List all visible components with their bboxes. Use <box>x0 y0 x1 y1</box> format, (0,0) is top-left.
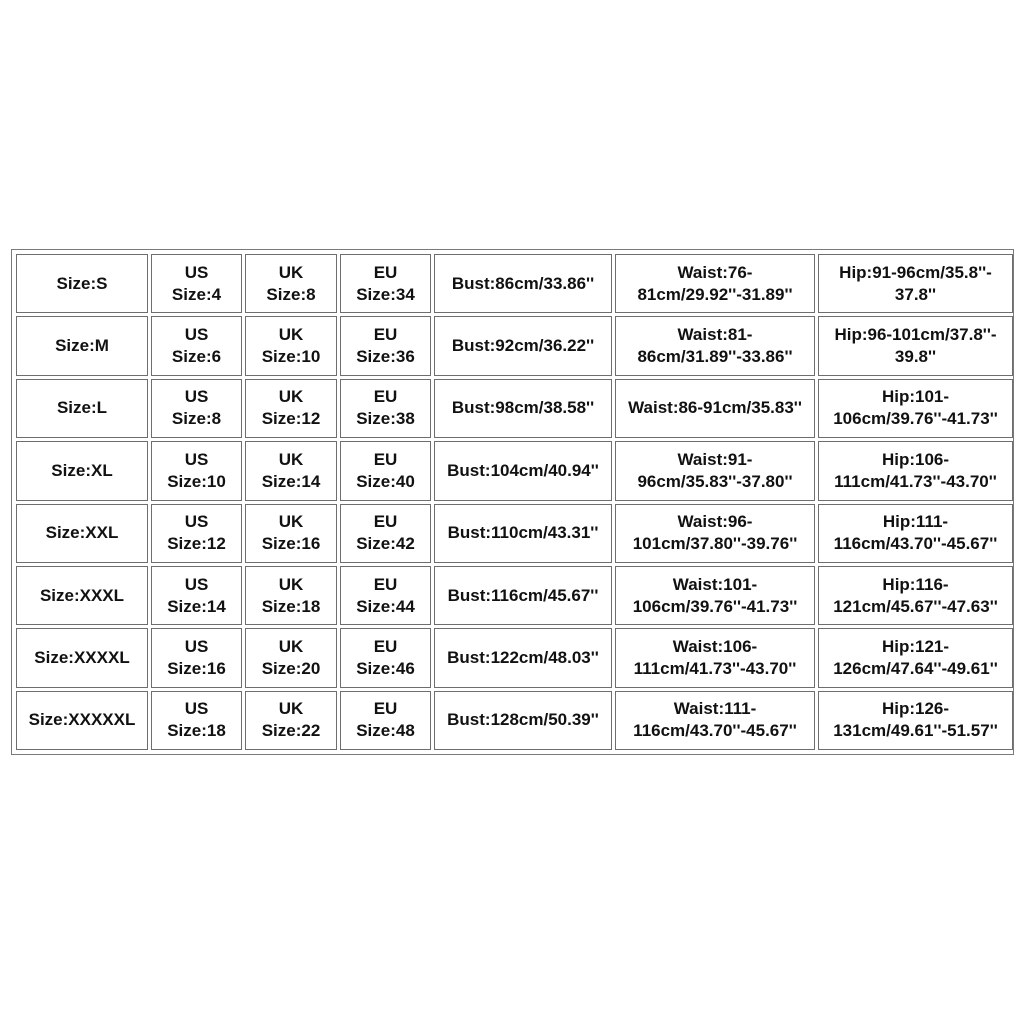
eu-size-cell <box>340 504 431 563</box>
waist-cell-line: 96cm/35.83''-37.80'' <box>637 471 793 491</box>
uk-size-cell-line: UK <box>278 699 304 719</box>
waist-cell <box>615 254 815 313</box>
table-row <box>16 379 1013 438</box>
waist-cell-line: 116cm/43.70''-45.67'' <box>633 721 797 741</box>
us-size-cell <box>151 379 242 438</box>
eu-size-cell <box>340 254 431 313</box>
waist-cell-line: 86cm/31.89''-33.86'' <box>637 347 793 367</box>
waist-cell-line: 111cm/41.73''-43.70'' <box>633 658 797 678</box>
uk-size-cell <box>245 254 337 313</box>
waist-cell-line: 101cm/37.80''-39.76'' <box>632 534 798 554</box>
us-size-cell <box>151 566 242 625</box>
eu-size-cell-line: Size:36 <box>356 347 415 367</box>
us-size-cell-line: US <box>184 699 209 719</box>
us-size-cell-line: US <box>184 325 209 345</box>
eu-size-cell-line: Size:40 <box>356 471 415 491</box>
waist-cell <box>615 379 815 438</box>
eu-size-cell-line: EU <box>373 699 398 719</box>
uk-size-cell-line: UK <box>278 325 304 345</box>
us-size-cell-line: US <box>184 636 209 656</box>
size-cell: Size:L <box>16 379 148 438</box>
uk-size-cell <box>245 379 337 438</box>
size-chart <box>11 249 1014 755</box>
uk-size-cell-line: Size:10 <box>261 347 321 367</box>
uk-size-cell <box>245 566 337 625</box>
bust-cell <box>434 254 612 313</box>
waist-cell <box>615 566 815 625</box>
eu-size-cell <box>340 691 431 750</box>
size-cell: Size:XXXL <box>16 566 148 625</box>
hip-cell-line: Hip:91-96cm/35.8''- <box>839 262 992 282</box>
us-size-cell-line: Size:8 <box>171 409 222 429</box>
table-row <box>16 441 1013 500</box>
waist-cell <box>615 441 815 500</box>
bust-cell <box>434 316 612 375</box>
eu-size-cell <box>340 628 431 687</box>
us-size-cell-line: Size:18 <box>167 721 226 741</box>
hip-cell-line: 39.8'' <box>894 347 937 367</box>
uk-size-cell-line: Size:12 <box>261 409 321 429</box>
hip-cell-line: Hip:101- <box>881 387 950 407</box>
uk-size-cell <box>245 504 337 563</box>
hip-cell-line: 37.8'' <box>894 284 937 304</box>
hip-cell-line: Hip:126- <box>881 699 950 719</box>
size-cell: Size:XL <box>16 441 148 500</box>
uk-size-cell-line: UK <box>278 262 304 282</box>
us-size-cell <box>151 316 242 375</box>
bust-cell-line: Bust:98cm/38.58'' <box>451 398 595 418</box>
us-size-cell-line: US <box>184 262 209 282</box>
size-cell: Size:XXXXXL <box>16 691 148 750</box>
us-size-cell-line: US <box>184 512 209 532</box>
table-row <box>16 628 1013 687</box>
bust-cell <box>434 504 612 563</box>
uk-size-cell-line: Size:8 <box>266 284 316 304</box>
uk-size-cell <box>245 691 337 750</box>
eu-size-cell-line: Size:38 <box>356 409 415 429</box>
uk-size-cell <box>245 316 337 375</box>
waist-cell-line: Waist:101- <box>672 574 758 594</box>
waist-cell-line: Waist:76- <box>677 262 753 282</box>
hip-cell-line: 111cm/41.73''-43.70'' <box>834 471 997 491</box>
eu-size-cell <box>340 379 431 438</box>
hip-cell-line: Hip:111- <box>882 512 949 532</box>
table-row <box>16 504 1013 563</box>
hip-cell <box>818 566 1013 625</box>
uk-size-cell-line: Size:20 <box>261 658 321 678</box>
waist-cell-line: Waist:106- <box>672 636 758 656</box>
us-size-cell <box>151 254 242 313</box>
bust-cell <box>434 566 612 625</box>
eu-size-cell-line: Size:34 <box>356 284 415 304</box>
bust-cell-line: Bust:92cm/36.22'' <box>451 336 595 356</box>
hip-cell-line: Hip:96-101cm/37.8''- <box>834 325 997 345</box>
uk-size-cell-line: Size:16 <box>261 534 321 554</box>
waist-cell-line: Waist:91- <box>677 449 753 469</box>
waist-cell <box>615 504 815 563</box>
hip-cell-line: Hip:116- <box>882 574 949 594</box>
eu-size-cell-line: Size:48 <box>356 721 415 741</box>
eu-size-cell-line: EU <box>373 636 398 656</box>
waist-cell-line: Waist:111- <box>673 699 757 719</box>
hip-cell-line: 106cm/39.76''-41.73'' <box>833 409 998 429</box>
waist-cell-line: Waist:81- <box>677 325 753 345</box>
us-size-cell-line: US <box>184 387 209 407</box>
bust-cell-line: Bust:104cm/40.94'' <box>447 460 599 480</box>
waist-cell-line: 81cm/29.92''-31.89'' <box>637 284 793 304</box>
us-size-cell-line: Size:10 <box>167 471 226 491</box>
bust-cell <box>434 441 612 500</box>
bust-cell-line: Bust:110cm/43.31'' <box>447 523 599 543</box>
bust-cell-line: Bust:128cm/50.39'' <box>447 710 599 730</box>
waist-cell <box>615 691 815 750</box>
waist-cell <box>615 316 815 375</box>
eu-size-cell-line: EU <box>373 449 398 469</box>
uk-size-cell-line: Size:18 <box>261 596 321 616</box>
hip-cell-line: 126cm/47.64''-49.61'' <box>833 658 998 678</box>
bust-cell <box>434 691 612 750</box>
us-size-cell <box>151 504 242 563</box>
uk-size-cell <box>245 441 337 500</box>
us-size-cell-line: Size:16 <box>167 658 226 678</box>
us-size-cell <box>151 441 242 500</box>
hip-cell <box>818 504 1013 563</box>
hip-cell <box>818 441 1013 500</box>
bust-cell-line: Bust:86cm/33.86'' <box>451 273 595 293</box>
hip-cell-line: Hip:106- <box>881 449 950 469</box>
table-row <box>16 316 1013 375</box>
table-row <box>16 566 1013 625</box>
uk-size-cell <box>245 628 337 687</box>
uk-size-cell-line: UK <box>278 636 304 656</box>
size-chart-body <box>16 254 1013 750</box>
waist-cell-line: Waist:96- <box>677 512 753 532</box>
us-size-cell-line: Size:12 <box>167 534 226 554</box>
table-row <box>16 254 1013 313</box>
us-size-cell-line: Size:4 <box>171 284 222 304</box>
uk-size-cell-line: Size:14 <box>261 471 321 491</box>
hip-cell-line: 116cm/43.70''-45.67'' <box>833 534 998 554</box>
uk-size-cell-line: UK <box>278 512 304 532</box>
bust-cell <box>434 379 612 438</box>
uk-size-cell-line: UK <box>278 449 304 469</box>
hip-cell <box>818 628 1013 687</box>
waist-cell <box>615 628 815 687</box>
hip-cell-line: 131cm/49.61''-51.57'' <box>833 721 998 741</box>
bust-cell-line: Bust:116cm/45.67'' <box>447 585 599 605</box>
size-cell: Size:XXL <box>16 504 148 563</box>
hip-cell <box>818 691 1013 750</box>
eu-size-cell <box>340 441 431 500</box>
bust-cell-line: Bust:122cm/48.03'' <box>447 647 599 667</box>
hip-cell <box>818 254 1013 313</box>
size-cell: Size:XXXXL <box>16 628 148 687</box>
eu-size-cell-line: EU <box>373 512 398 532</box>
table-row <box>16 691 1013 750</box>
us-size-cell-line: US <box>184 574 209 594</box>
uk-size-cell-line: UK <box>278 387 304 407</box>
uk-size-cell-line: UK <box>278 574 304 594</box>
us-size-cell <box>151 628 242 687</box>
hip-cell <box>818 316 1013 375</box>
eu-size-cell <box>340 316 431 375</box>
eu-size-cell-line: EU <box>373 574 398 594</box>
bust-cell <box>434 628 612 687</box>
us-size-cell-line: Size:14 <box>167 596 226 616</box>
hip-cell-line: 121cm/45.67''-47.63'' <box>833 596 998 616</box>
waist-cell-line: 106cm/39.76''-41.73'' <box>632 596 798 616</box>
uk-size-cell-line: Size:22 <box>261 721 321 741</box>
size-cell: Size:S <box>16 254 148 313</box>
hip-cell-line: Hip:121- <box>881 636 950 656</box>
eu-size-cell-line: Size:46 <box>356 658 415 678</box>
eu-size-cell <box>340 566 431 625</box>
eu-size-cell-line: EU <box>373 325 398 345</box>
eu-size-cell-line: Size:44 <box>356 596 415 616</box>
us-size-cell-line: US <box>184 449 209 469</box>
eu-size-cell-line: EU <box>373 262 398 282</box>
eu-size-cell-line: Size:42 <box>356 534 415 554</box>
us-size-cell-line: Size:6 <box>171 347 222 367</box>
size-chart-table <box>13 251 1016 753</box>
size-cell: Size:M <box>16 316 148 375</box>
waist-cell-line: Waist:86-91cm/35.83'' <box>628 398 802 418</box>
us-size-cell <box>151 691 242 750</box>
hip-cell <box>818 379 1013 438</box>
eu-size-cell-line: EU <box>373 387 398 407</box>
